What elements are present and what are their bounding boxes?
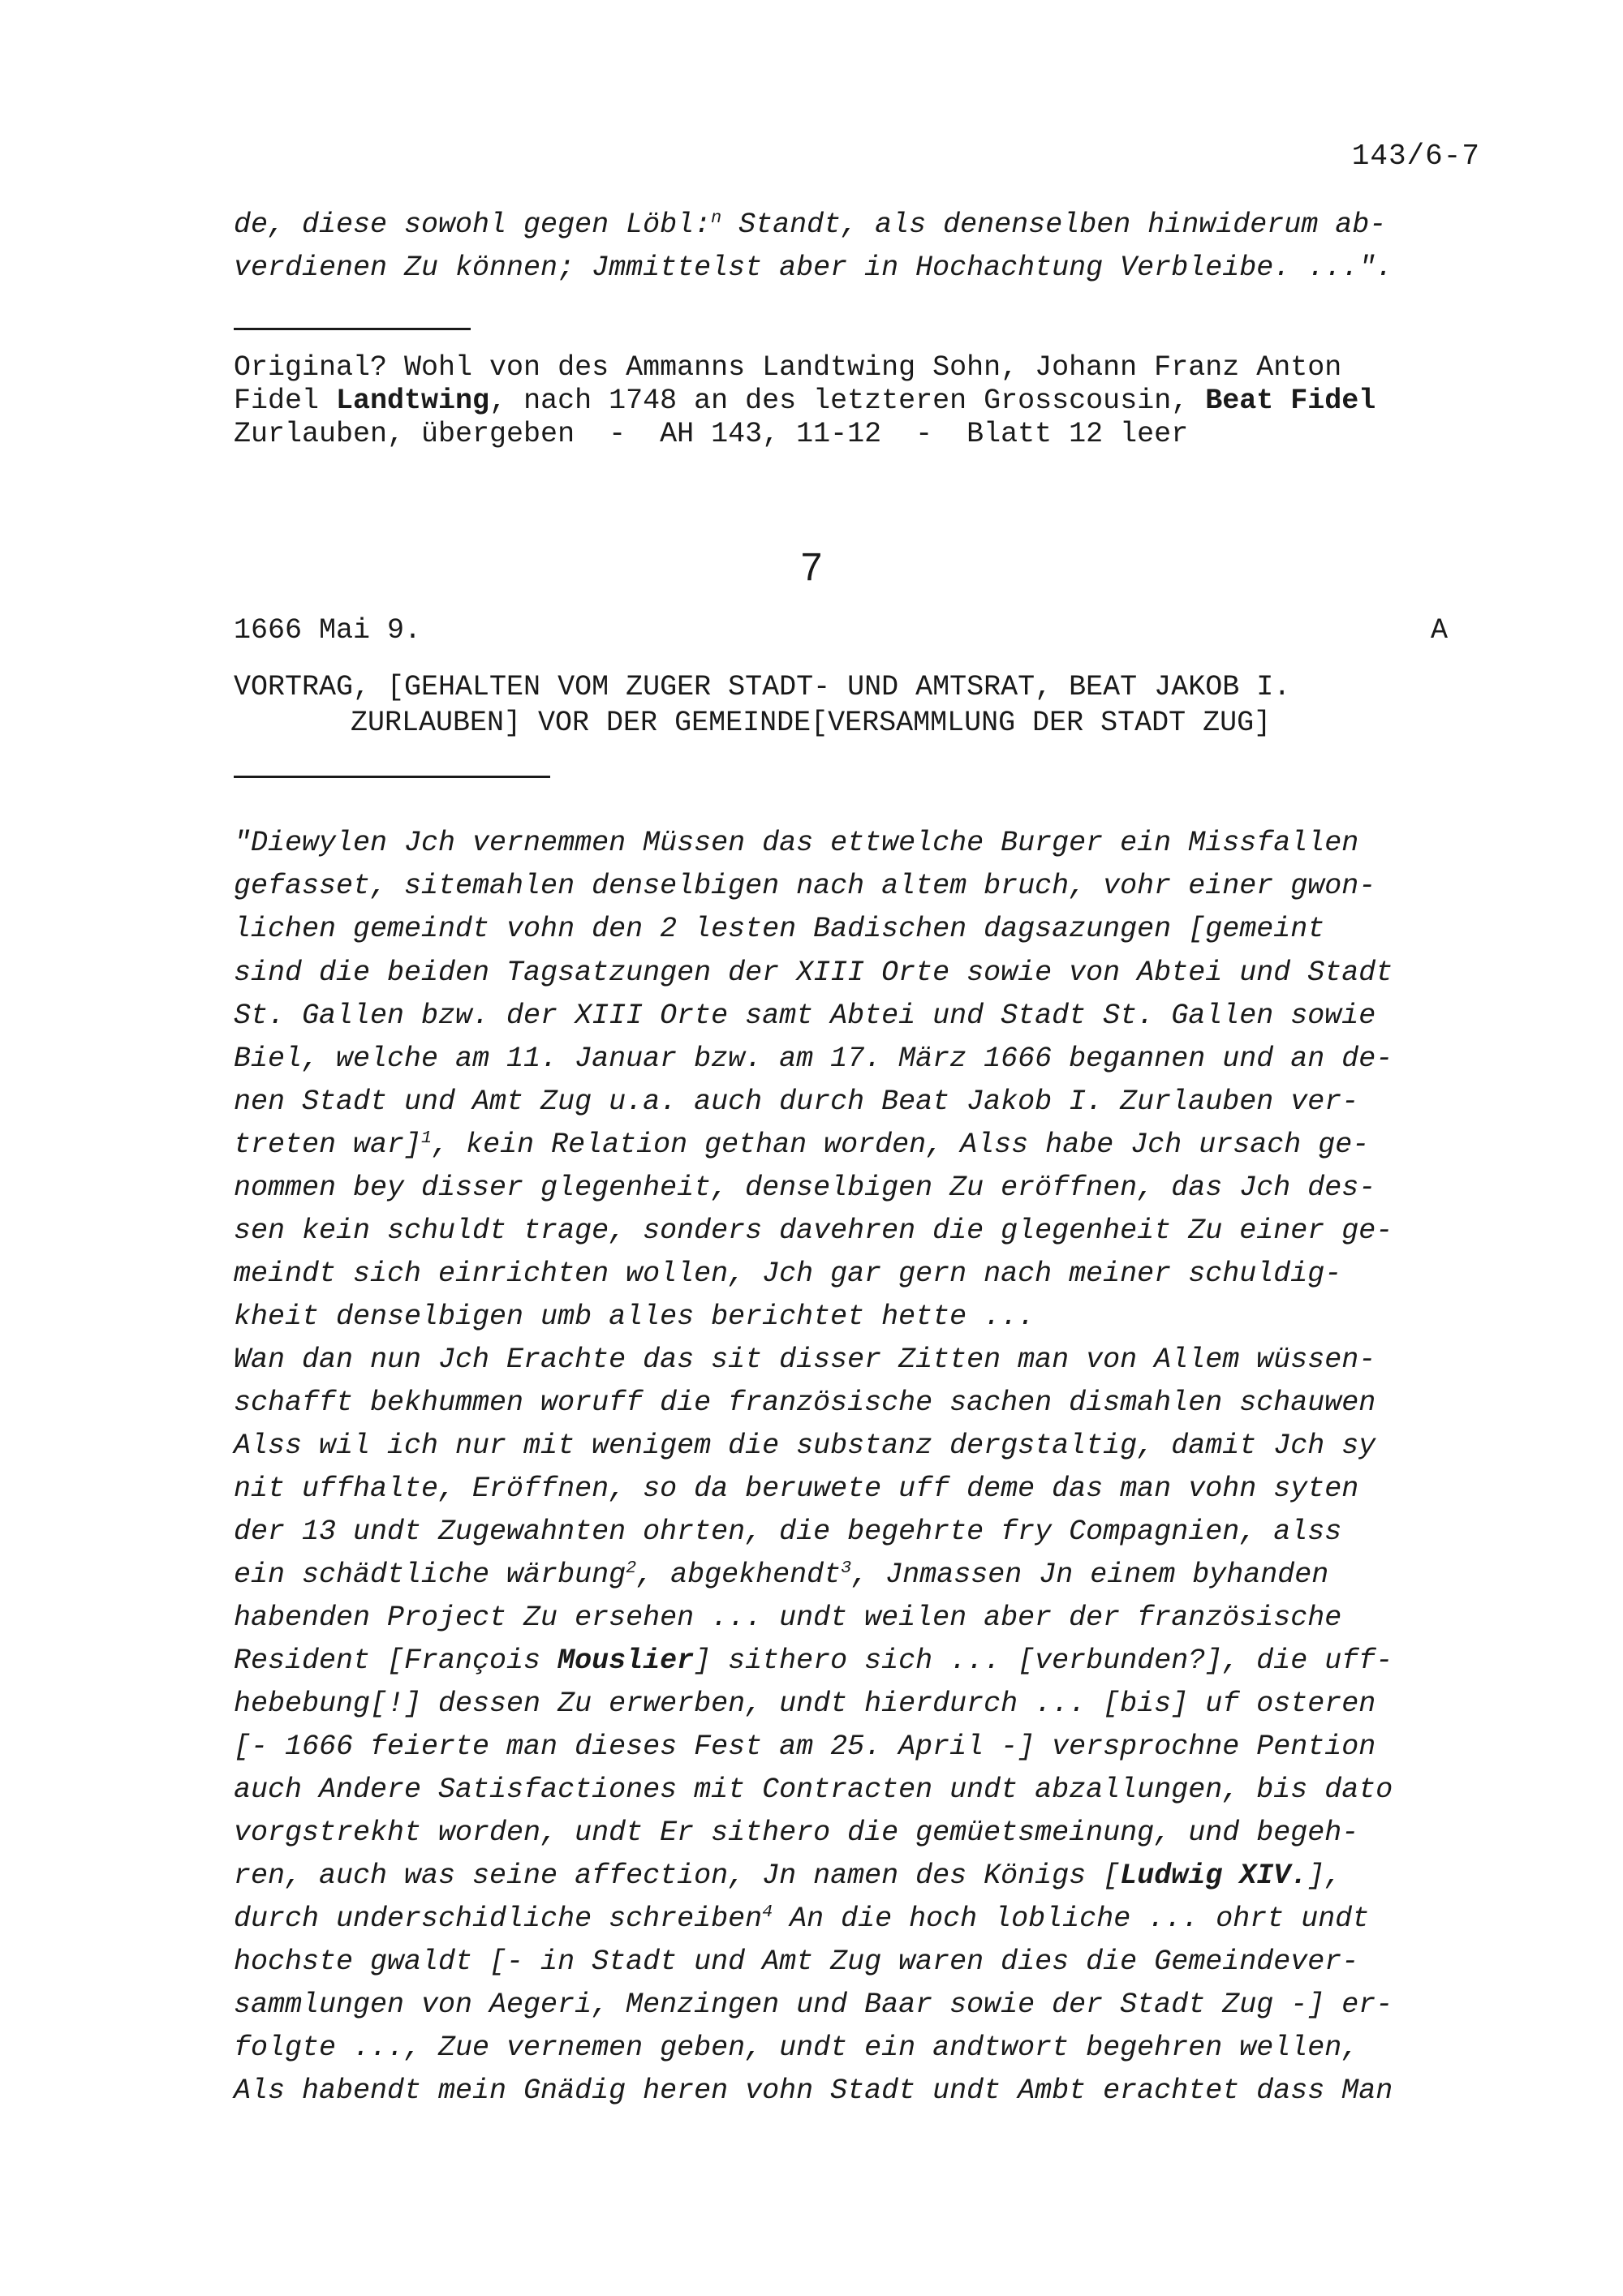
text-run: Fidel (234, 385, 337, 417)
footnote-marker: 3 (841, 1558, 852, 1579)
text-run: , abgekhendt (636, 1559, 842, 1591)
text-run: Resident [François (234, 1645, 558, 1677)
text-run: ein schädtliche wärbung (234, 1559, 626, 1591)
footnote-marker: 4 (762, 1902, 773, 1923)
bold-name: Ludwig XIV. (1120, 1860, 1308, 1892)
body-line (234, 1558, 1329, 1591)
body-line: habenden Project Zu ersehen ... undt weilen aber der französische (234, 1602, 1342, 1634)
text-run: treten war] (234, 1129, 422, 1161)
body-line: nit uffhalte, Eröffnen, so da beruwete uff deme das man vohn syten (234, 1473, 1359, 1505)
document-letter: A (1430, 614, 1448, 647)
body-line: meindt sich einrichten wollen, Jch gar gern nach meiner schuldig- (234, 1258, 1342, 1290)
text-run: Standt, als denenselben hinwiderum ab- (721, 209, 1387, 241)
body-line: schafft bekhummen woruff die französische sachen dismahlen schauwen (234, 1387, 1376, 1419)
body-line: folgte ..., Zue vernemen geben, undt ein andtwort begehren wellen, (234, 2032, 1359, 2064)
document-title-line-2: ZURLAUBEN] VOR DER GEMEINDE[VERSAMMLUNG DER STADT ZUG] (351, 707, 1272, 739)
body-line: Biel, welche am 11. Januar bzw. am 17. März 1666 begannen und an de- (234, 1043, 1393, 1075)
body-line: sen kein schuldt trage, sonders davehren die glegenheit Zu einer ge- (234, 1215, 1393, 1247)
body-line: auch Andere Satisfactiones mit Contracten undt abzallungen, bis dato (234, 1774, 1393, 1806)
text-run: ], (1307, 1860, 1342, 1892)
body-line: lichen gemeindt vohn den 2 lesten Badischen dagsazungen [gemeint (234, 913, 1325, 945)
superscript: n (711, 208, 722, 229)
body-line: hochste gwaldt [- in Stadt und Amt Zug waren dies die Gemeindever- (234, 1946, 1359, 1978)
body-line (234, 1647, 1393, 1675)
body-line: der 13 undt Zugewahnten ohrten, die begehrte fry Compagnien, alss (234, 1516, 1342, 1548)
body-line: Wan dan nun Jch Erachte das sit disser Zitten man von Allem wüssen- (234, 1344, 1376, 1376)
body-line: kheit denselbigen umb alles berichtet hette ... (234, 1301, 1035, 1333)
body-line: nen Stadt und Amt Zug u.a. auch durch Beat Jakob I. Zurlauben ver- (234, 1086, 1359, 1118)
body-line (234, 1902, 1370, 1935)
body-line: "Diewylen Jch vernemmen Müssen das ettwelche Burger ein Missfallen (234, 827, 1359, 859)
page-number: 143/6-7 (1351, 140, 1480, 173)
text-run: , nach 1748 an des letzteren Grosscousin, (489, 385, 1206, 417)
separator-rule (234, 776, 550, 778)
body-line: Als habendt mein Gnädig heren vohn Stadt undt Ambt erachtet dass Man (234, 2075, 1393, 2107)
body-line: vorgstrekht worden, undt Er sithero die gemüetsmeinung, und begeh- (234, 1817, 1359, 1849)
text-run: durch underschidliche schreiben (234, 1903, 763, 1935)
separator-rule (234, 328, 471, 330)
body-line: gefasset, sitemahlen denselbigen nach altem bruch, vohr einer gwon- (234, 870, 1376, 902)
document-title-line-1: VORTRAG, [GEHALTEN VOM ZUGER STADT- UND AMTSRAT, BEAT JAKOB I. (234, 671, 1291, 703)
previous-text-line-1 (234, 208, 1387, 241)
footnote-marker: 2 (626, 1558, 637, 1579)
text-run: ] sithero sich ... [verbunden?], die uff- (694, 1645, 1393, 1677)
body-line: sind die beiden Tagsatzungen der XIII Orte sowie von Abtei und Stadt (234, 957, 1393, 989)
document-number: 7 (800, 546, 823, 589)
body-line: Alss wil ich nur mit wenigem die substanz dergstaltig, damit Jch sy (234, 1430, 1376, 1462)
bold-name: Beat Fidel (1205, 385, 1376, 417)
text-run: de, diese sowohl gegen Löbl: (234, 209, 712, 241)
source-note-line-1: Original? Wohl von des Ammanns Landtwing Sohn, Johann Franz Anton (234, 351, 1342, 384)
body-line: [- 1666 feierte man dieses Fest am 25. April -] versprochne Pention (234, 1731, 1376, 1763)
source-note-line-2 (234, 387, 1375, 415)
document-date: 1666 Mai 9. (234, 614, 422, 647)
source-note-line-3: Zurlauben, übergeben - AH 143, 11-12 - Blatt 12 leer (234, 418, 1189, 450)
text-run: , Jnmassen Jn einem byhanden (851, 1559, 1329, 1591)
body-line: nommen bey disser glegenheit, denselbigen Zu eröffnen, das Jch des- (234, 1172, 1376, 1204)
body-line: sammlungen von Aegeri, Menzingen und Baar sowie der Stadt Zug -] er- (234, 1989, 1393, 2021)
body-line: hebebung[!] dessen Zu erwerben, undt hierdurch ... [bis] uf osteren (234, 1688, 1376, 1720)
text-run: An die hoch lobliche ... ohrt undt (773, 1903, 1370, 1935)
body-line: St. Gallen bzw. der XIII Orte samt Abtei und Stadt St. Gallen sowie (234, 1000, 1376, 1032)
footnote-marker: 1 (421, 1128, 433, 1149)
body-line (234, 1128, 1370, 1161)
bold-name: Mouslier (558, 1645, 695, 1677)
text-run: , kein Relation gethan worden, Alss habe Jch ursach ge- (432, 1129, 1370, 1161)
body-line (234, 1862, 1341, 1890)
bold-name: Landtwing (336, 385, 490, 417)
previous-text-line-2: verdienen Zu können; Jmmittelst aber in Hochachtung Verbleibe. ...". (234, 252, 1393, 284)
text-run: ren, auch was seine affection, Jn namen des Königs [ (234, 1860, 1121, 1892)
